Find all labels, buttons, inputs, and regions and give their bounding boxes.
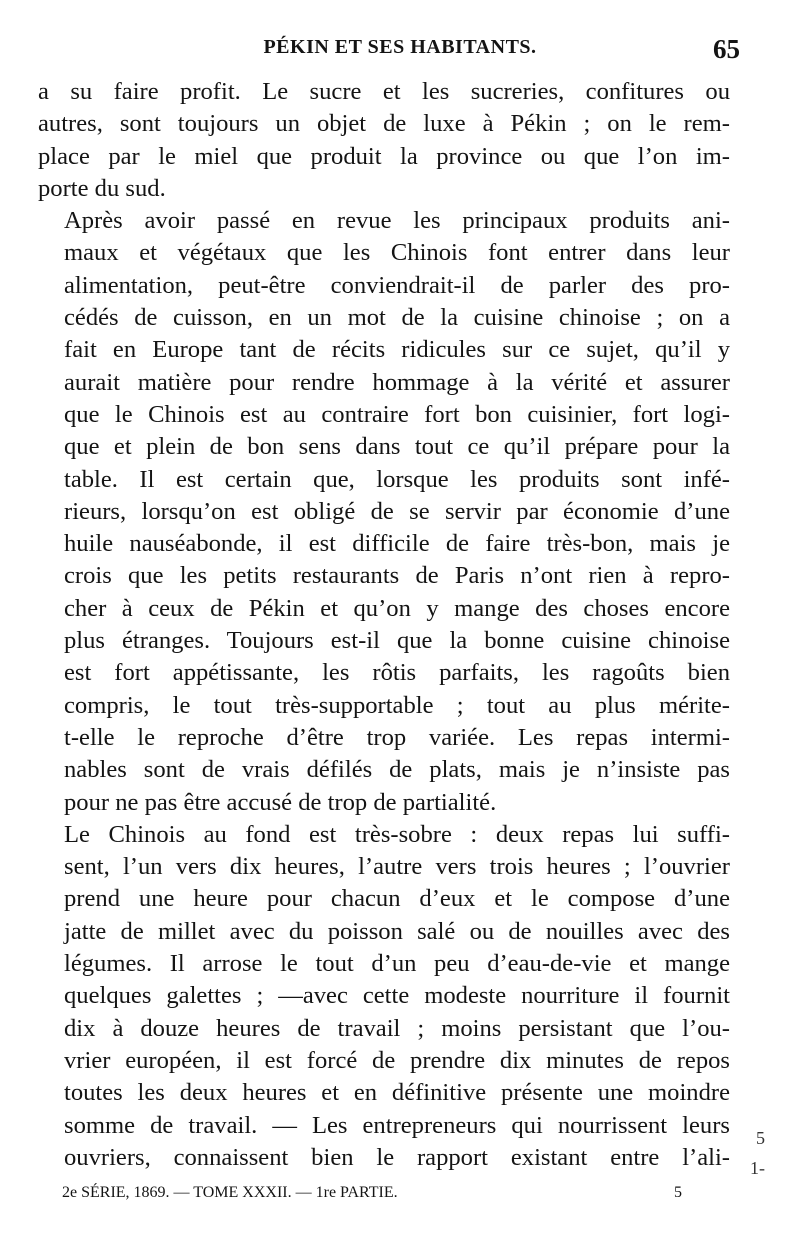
text-line: table. Il est certain que, lorsque les produits sont infé- — [64, 465, 730, 493]
text-line: Après avoir passé en revue les principaux produits ani- — [64, 207, 730, 235]
page-number: 65 — [713, 34, 740, 64]
paragraph — [38, 76, 730, 205]
text-line: huile nauséabonde, il est difficile de faire très-bon, mais je — [64, 530, 730, 558]
text-line: porte du sud. — [38, 174, 166, 202]
text-line: maux et végétaux que les Chinois font entrer dans leur — [64, 239, 730, 267]
text-line: légumes. Il arrose le tout d’un peu d’eau-de-vie et mange — [64, 950, 730, 978]
text-line: cher à ceux de Pékin et qu’on y mange des choses encore — [64, 594, 730, 622]
text-line: a su faire profit. Le sucre et les sucreries, confitures ou — [38, 78, 730, 105]
text-line: autres, sont toujours un objet de luxe à Pékin ; on le rem- — [38, 110, 730, 138]
margin-mark: 1- — [750, 1158, 765, 1178]
margin-mark: 5 — [756, 1128, 765, 1148]
footer-series-line: 2e SÉRIE, 1869. — TOME XXXII. — 1re PARTIE. — [62, 1184, 398, 1201]
text-line: que et plein de bon sens dans tout ce qu’il prépare pour la — [64, 433, 730, 461]
text-line: prend une heure pour chacun d’eux et le compose d’une — [64, 885, 730, 913]
text-line: aurait matière pour rendre hommage à la vérité et assurer — [64, 368, 730, 396]
text-line: ouvriers, connaissent bien le rapport existant entre l’ali- — [64, 1143, 730, 1171]
body-text — [38, 76, 730, 1174]
text-line: place par le miel que produit la province ou que l’on im- — [38, 142, 730, 170]
text-line: nables sont de vrais défilés de plats, mais je n’insiste pas — [64, 756, 730, 784]
text-line: sent, l’un vers dix heures, l’autre vers trois heures ; l’ouvrier — [64, 853, 730, 881]
text-line: cédés de cuisson, en un mot de la cuisine chinoise ; on a — [64, 304, 730, 332]
text-line: toutes les deux heures et en définitive présente une moindre — [64, 1079, 730, 1107]
text-line: est fort appétissante, les rôtis parfaits, les ragoûts bien — [64, 659, 730, 687]
text-line: rieurs, lorsqu’on est obligé de se servir par économie d’une — [64, 497, 730, 525]
paragraph — [38, 205, 730, 819]
text-line: alimentation, peut-être conviendrait-il de parler des pro- — [64, 271, 730, 299]
paragraph — [38, 819, 730, 1174]
text-line: Le Chinois au fond est très-sobre : deux repas lui suffi- — [64, 820, 730, 848]
footer-signature-mark: 5 — [674, 1184, 682, 1201]
text-line: dix à douze heures de travail ; moins persistant que l’ou- — [64, 1014, 730, 1042]
text-line: crois que les petits restaurants de Paris n’ont rien à repro- — [64, 562, 730, 590]
text-line: t-elle le reproche d’être trop variée. Les repas intermi- — [64, 723, 730, 751]
text-line: plus étranges. Toujours est-il que la bonne cuisine chinoise — [64, 627, 730, 655]
running-header-title: PÉKIN ET SES HABITANTS. — [263, 36, 537, 58]
text-line: somme de travail. — Les entrepreneurs qui nourrissent leurs — [64, 1111, 730, 1139]
text-line: quelques galettes ; —avec cette modeste nourriture il fournit — [64, 982, 730, 1010]
text-line: compris, le tout très-supportable ; tout au plus mérite- — [64, 691, 730, 719]
text-line: vrier européen, il est forcé de prendre dix minutes de repos — [64, 1046, 730, 1074]
text-line: fait en Europe tant de récits ridicules sur ce sujet, qu’il y — [64, 336, 730, 364]
text-line: que le Chinois est au contraire fort bon cuisinier, fort logi- — [64, 400, 730, 428]
text-line: jatte de millet avec du poisson salé ou de nouilles avec des — [64, 917, 730, 945]
text-line: pour ne pas être accusé de trop de partialité. — [64, 788, 497, 816]
